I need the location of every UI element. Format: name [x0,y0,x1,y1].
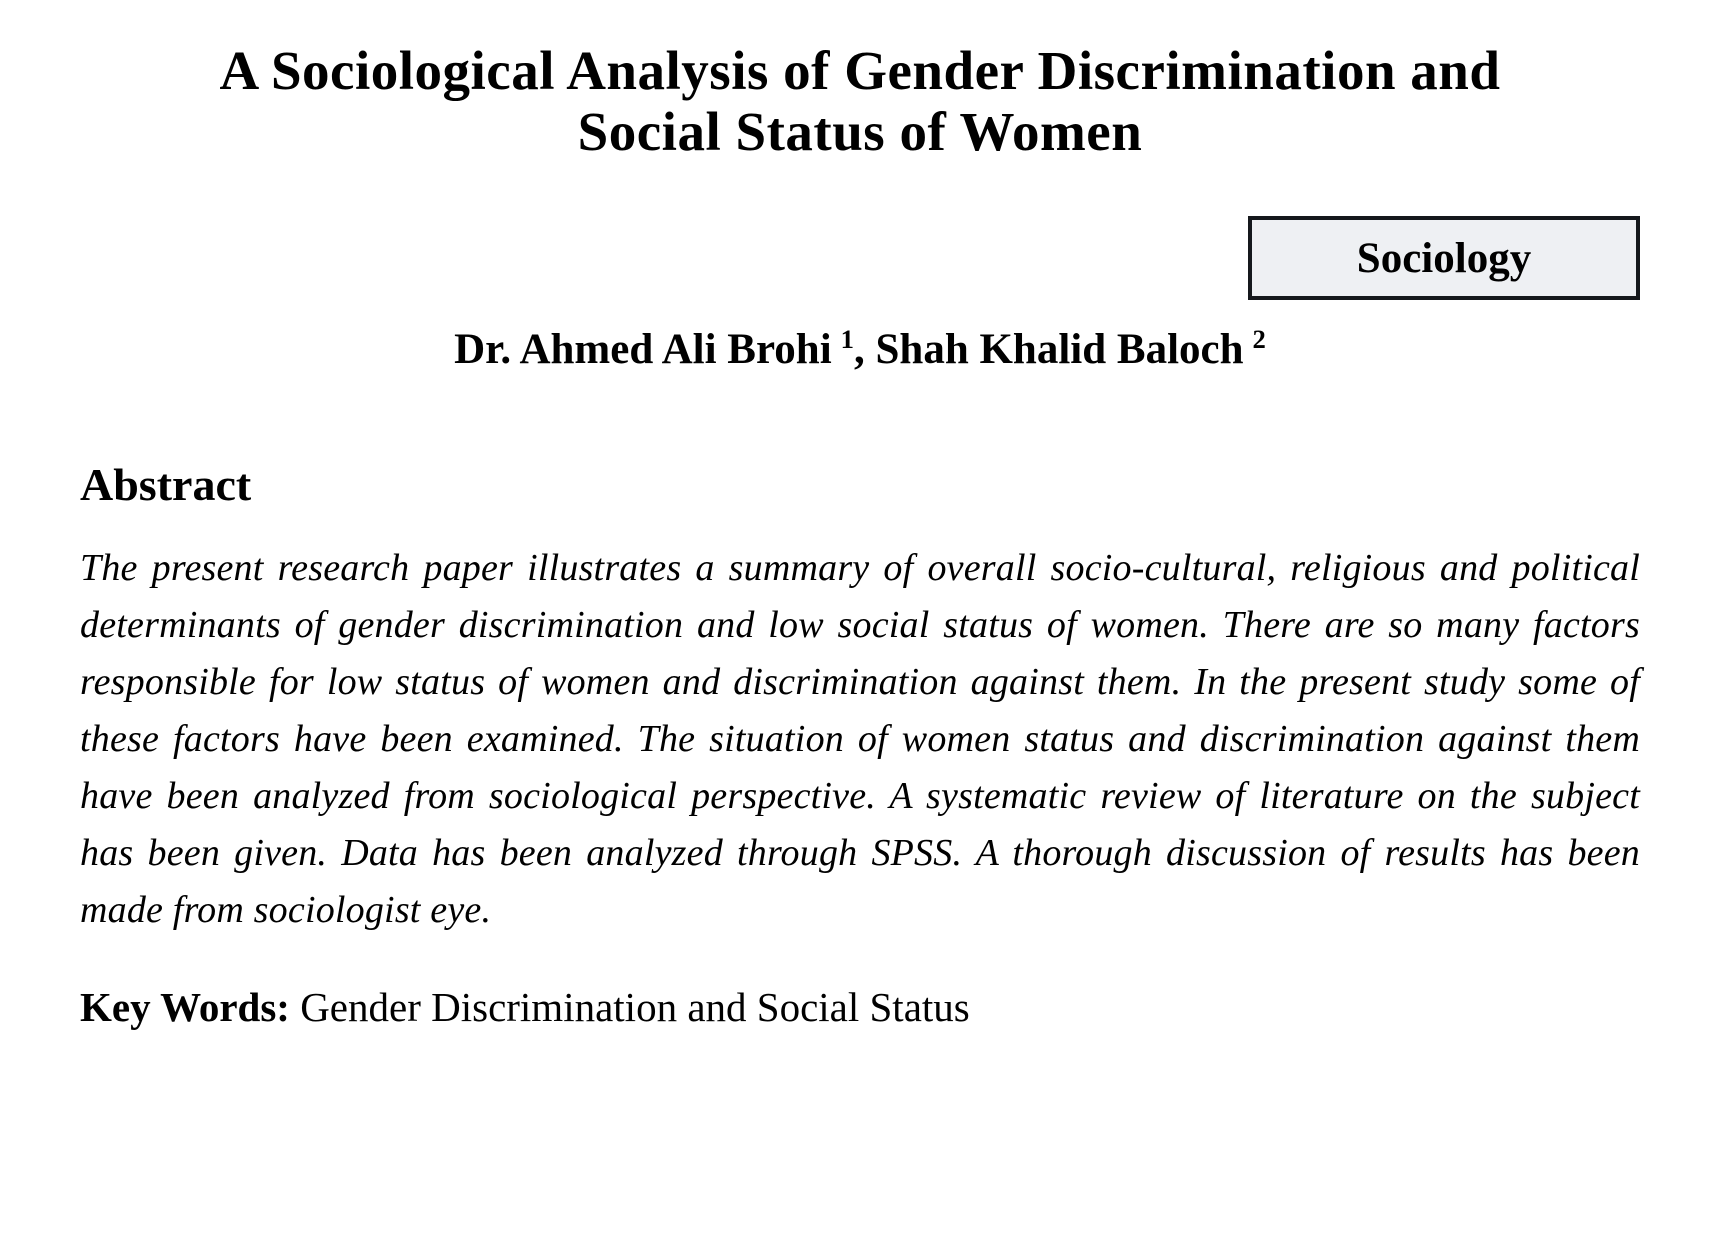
category-badge: Sociology [1248,216,1640,300]
page-title-line-2: Social Status of Women [577,101,1143,163]
author-1-name: Dr. Ahmed Ali Brohi [454,326,832,374]
authors-line [80,324,1640,376]
abstract-heading: Abstract [80,458,252,510]
keywords-text: Gender Discrimination and Social Status [289,983,970,1030]
abstract-body: The present research paper illustrates a summary of overall socio-cultural, religious and political determinants of gender discrimination and low social status of women. There are so many factors responsible for low status of women and discrimination against them. In the present study some of these factors have been examined. The situation of women status and discrimination against them have been analyzed from sociological perspective. A systematic review of literature on the subject has been given. Data has been analyzed through SPSS. A thorough discussion of results has been made from sociologist eye. [80,546,1640,931]
page-title [80,40,1640,162]
keywords-line [80,983,1640,1032]
category-badge-row [80,216,1640,300]
author-2-superscript: 2 [1252,323,1266,354]
authors-separator: , [853,326,876,374]
page-title-line-1: A Sociological Analysis of Gender Discrimination and [219,40,1501,101]
author-2-name: Shah Khalid Baloch [875,326,1244,374]
author-1-superscript: 1 [840,323,854,354]
keywords-label: Key Words: [80,983,290,1030]
